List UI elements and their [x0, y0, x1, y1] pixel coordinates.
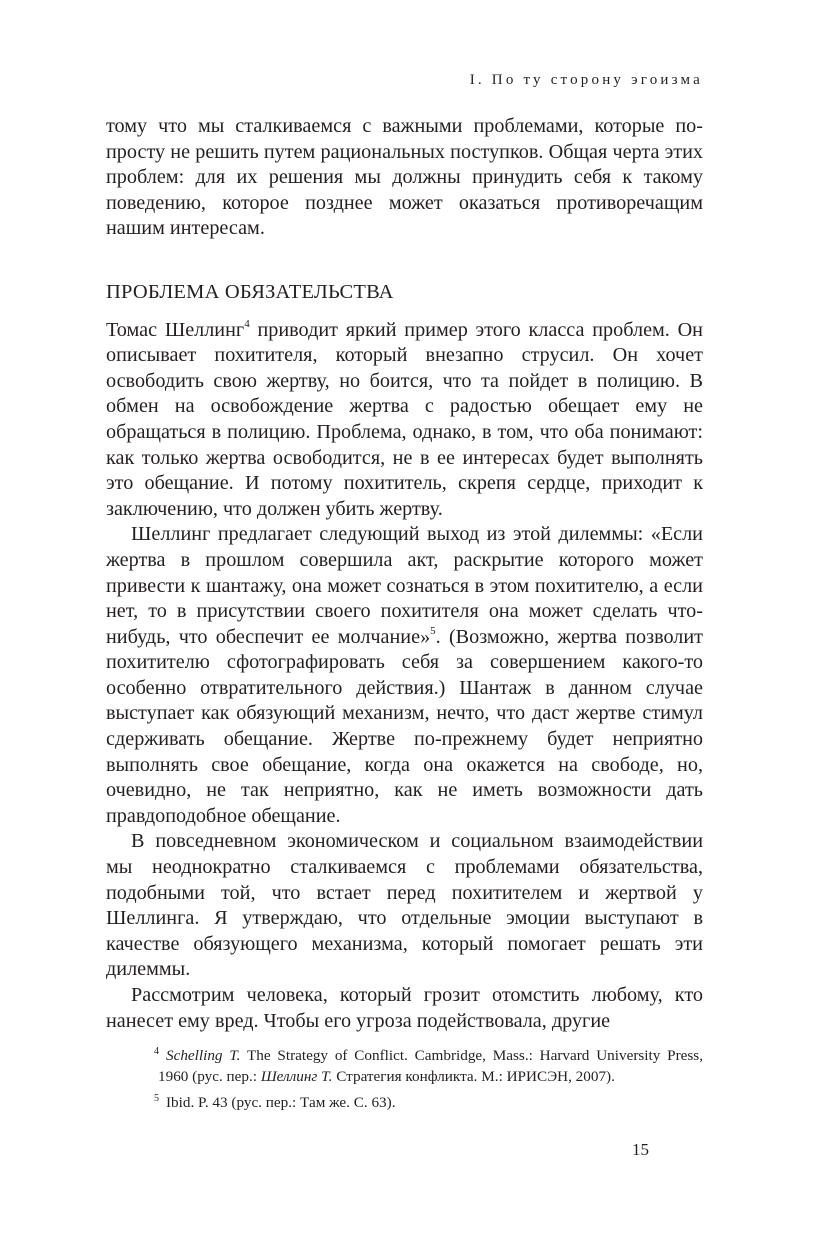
- footnote-mark-4: 4: [154, 1045, 159, 1057]
- footnote-4-text-en: The Strategy of Conflict. Cambridge, Mass.: Harvard University Press, 1960 (рус. пер.:: [158, 1047, 703, 1085]
- paragraph-1-text-b: приводит яркий пример этого класса проблем. Он описывает похитителя, который внезапно струсил. Он хочет освободить свою жертву, но боится, что та пойдет в полицию. В обмен на освобождение жертва с радостью обещает ему не обращаться в полицию. Проблема, однако, в том, что оба понимают: как только жертва освободится, не в ее интересах будет выполнять это обещание. И потому похититель, скрепя сердце, приходит к заключению, что должен убить жертву.: [106, 318, 703, 520]
- running-head: I. По ту сторону эгоизма: [469, 72, 703, 88]
- footnote-mark-5: 5: [154, 1092, 159, 1104]
- page-number: 15: [632, 1140, 649, 1159]
- footnotes: [106, 1046, 703, 1120]
- paragraph-2: [106, 522, 703, 829]
- footnote-4: [106, 1046, 703, 1087]
- section-heading: ПРОБЛЕМА ОБЯЗАТЕЛЬСТВА: [106, 280, 394, 303]
- paragraph-2-text-b: . (Возможно, жертва позволит похитителю сфотографировать себя за совершением какого-то особенно отвратительного действия.) Шантаж в данном случае выступает как обязующий механизм, нечто, что даст жертве стимул сдерживать обещание. Жертве по-прежнему будет неприятно выполнять свое обещание, когда она окажется на свободе, но, очевидно, не так неприятно, как не иметь возможности дать правдоподобное обещание.: [106, 625, 703, 827]
- paragraph-3: В повседневном экономическом и социальном взаимодействии мы неоднократно сталкиваемся с проблемами обязательства, подобными той, что встает перед похитителем и жертвой у Шеллинга. Я утверждаю, что отдельные эмоции выступают в качестве обязующего механизма, который помогает решать эти дилеммы.: [106, 830, 703, 981]
- continuation-paragraph: тому что мы сталкиваемся с важными проблемами, которые попросту не решить путем рациональных поступков. Общая черта этих проблем: для их решения мы должны принудить себя к такому поведению, которое позднее может оказаться противоречащим нашим интересам.: [106, 115, 703, 240]
- footnote-5-text: Ibid. P. 43 (рус. пер.: Там же. С. 63).: [166, 1094, 396, 1111]
- footnote-5: [106, 1093, 703, 1114]
- footnote-ref-5: 5: [430, 624, 436, 637]
- footnote-4-text-ru: Стратегия конфликта. М.: ИРИСЭН, 2007).: [332, 1067, 615, 1085]
- paragraph-1: [106, 318, 703, 523]
- main-text: [106, 114, 703, 1034]
- paragraph-2-text-a: Шеллинг предлагает следующий выход из этой дилеммы: «Если жертва в прошлом совершила акт, раскрытие которого может привести к шантажу, она может сознаться в этом похитителю, а если нет, то в присутствии своего похитителя она может сделать что-нибудь, что обеспечит ее молчание»: [106, 523, 703, 648]
- footnote-4-author-en: Schelling T.: [166, 1047, 241, 1064]
- footnote-4-author-ru: Шеллинг Т.: [260, 1067, 333, 1085]
- paragraph-4: Рассмотрим человека, который грозит отомстить любому, кто нанесет ему вред. Чтобы его угроза подействовала, другие: [106, 984, 703, 1032]
- paragraph-1-text-a: Томас Шеллинг: [106, 318, 245, 341]
- footnote-ref-4: 4: [244, 317, 250, 330]
